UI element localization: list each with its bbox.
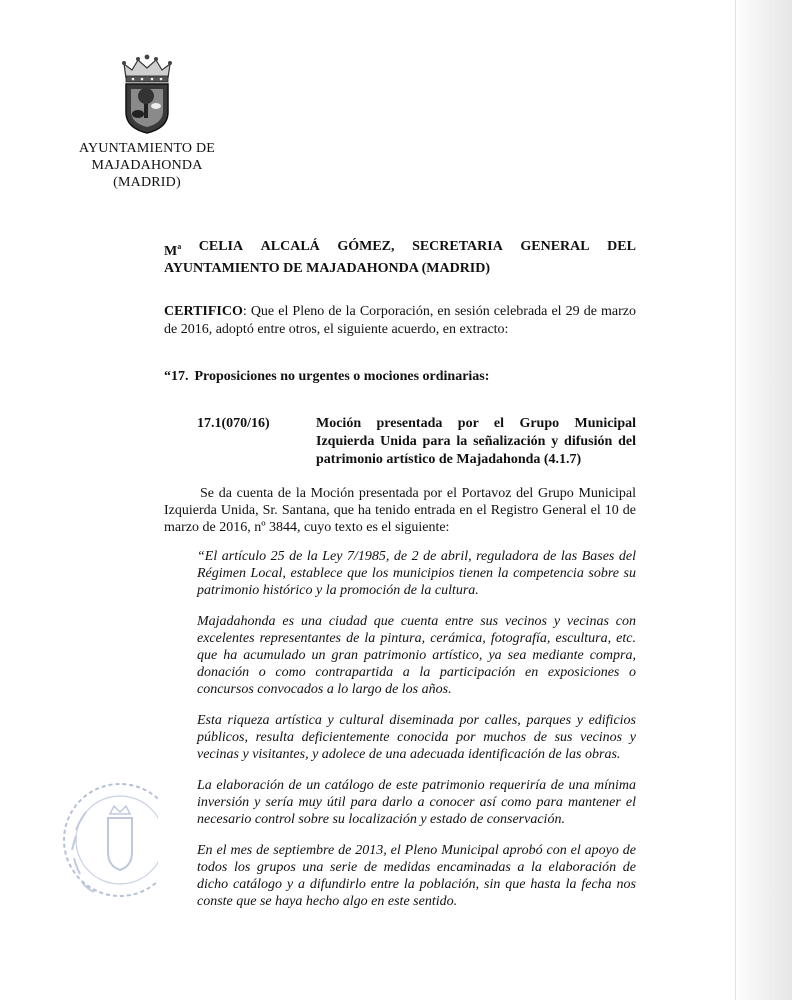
signer-word: CELIA — [198, 239, 244, 254]
signer-line-2: AYUNTAMIENTO DE MAJADAHONDA (MADRID) — [164, 261, 491, 276]
section-heading — [164, 368, 636, 386]
quote-paragraph-5: En el mes de septiembre de 2013, el Pleno Municipal aprobó con el apoyo de todos los grupos una serie de medidas encaminadas a la elaboración de dicho catálogo y a difundirlo entre la población, sin que hasta la fecha nos conste que se haya hecho algo en este sentido. — [197, 843, 636, 909]
quote-paragraph-3: Esta riqueza artística y cultural diseminada por calles, parques y edificios públicos, resulta deficientemente conocida por muchos de sus vecinos y vecinas y visitantes, y adolece de una adecuada identificación de las obras. — [197, 713, 636, 762]
institution-header — [62, 140, 232, 191]
signer-word: SECRETARIA — [412, 239, 503, 254]
signer-word: ALCALÁ — [260, 239, 320, 254]
signer-word: GENERAL — [520, 239, 590, 254]
official-stamp-seal — [58, 770, 158, 910]
section-number: “17. — [164, 369, 189, 384]
quote-paragraph-4: La elaboración de un catálogo de este patrimonio requeriría de una mínima inversión y sería muy útil para darlo a conocer así como para mantener el necesario control sobre su localización y estado de conservación. — [197, 778, 636, 827]
signer-title-word: $M^a$ — [164, 242, 182, 259]
quote-paragraph-1: “El artículo 25 de la Ley 7/1985, de 2 de abril, reguladora de las Bases del Régimen Local, establece que los municipios tienen la competencia sobre su patrimonio histórico y la promoción de la cultura. — [197, 549, 636, 598]
certifico-paragraph — [164, 303, 636, 339]
certifico-text: : Que el Pleno de la Corporación, en sesión celebrada el 29 de marzo de 2016, adoptó entre otros, el siguiente acuerdo, en extracto: — [164, 304, 636, 337]
signer-word: GÓMEZ, — [337, 239, 395, 254]
motion-number: 17.1(070/16) — [197, 416, 270, 431]
motion-title: Moción presentada por el Grupo Municipal Izquierda Unida para la señalización y difusión del patrimonio artístico de Majadahonda (4.1.7) — [316, 416, 636, 467]
header-line-2: MAJADAHONDA — [91, 158, 203, 173]
quote-paragraph-2: Majadahonda es una ciudad que cuenta entre sus vecinos y vecinas con excelentes representantes de la pintura, cerámica, fotografía, escultura, etc. que ha acumulado un gran patrimonio artístico, ya sea mediante compra, donación o como contrapartida a la participación en exposiciones o concursos convocados a lo largo de los años. — [197, 614, 636, 697]
municipal-crest-logo — [118, 54, 176, 134]
signer-heading — [164, 238, 636, 277]
signer-word: DEL — [607, 239, 636, 254]
intro-paragraph: Se da cuenta de la Moción presentada por el Portavoz del Grupo Municipal Izquierda Unida, Sr. Santana, que ha tenido entrada en el Registro General el 10 de marzo de 2016, nº 3844, cuyo texto es el siguiente: — [164, 486, 636, 535]
page-edge-line — [735, 0, 736, 1000]
section-title: Proposiciones no urgentes o mociones ordinarias: — [194, 369, 490, 384]
header-line-3: (MADRID) — [113, 175, 181, 190]
page-edge-shadow — [734, 0, 792, 1000]
certifico-label: CERTIFICO — [164, 304, 243, 319]
header-line-1: AYUNTAMIENTO DE — [78, 141, 216, 156]
signer-title-superscript: a — [177, 242, 182, 251]
